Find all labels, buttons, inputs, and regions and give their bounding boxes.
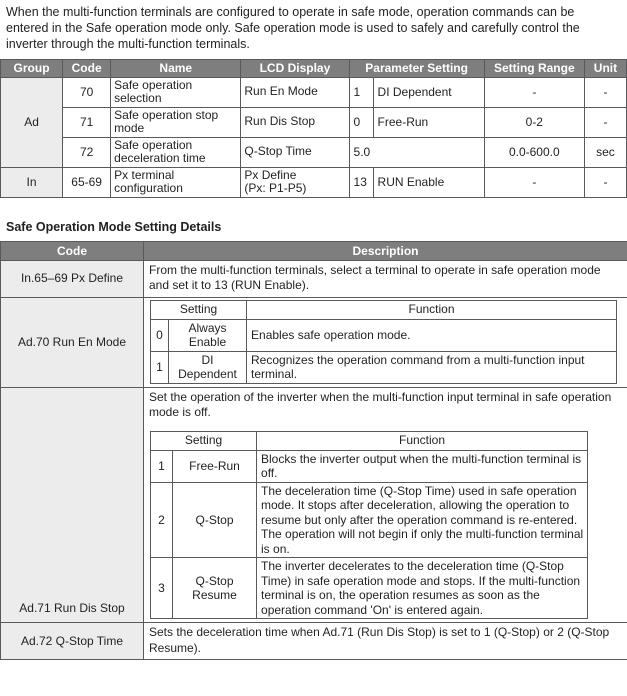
cell-name-71: Safe operation stop mode: [111, 107, 241, 137]
cell-name-6569: Px terminal configuration: [111, 167, 241, 197]
cell-lcd-6569: [241, 167, 349, 197]
cell-desc-q-stop-time: Sets the deceleration time when Ad.71 (Run Dis Stop) is set to 1 (Q-Stop) or 2 (Q-Stop Resume).: [144, 623, 627, 660]
label-line-1: Q-Stop: [195, 573, 234, 588]
cell-desc-run-dis-stop: [144, 387, 627, 623]
subheader-setting: Setting: [151, 300, 247, 319]
lcd-line-1: Px Define: [244, 167, 297, 182]
header-detail-description: Description: [144, 241, 627, 260]
cell-param-val-6569: RUN Enable: [373, 167, 484, 197]
header-detail-code: Code: [1, 241, 144, 260]
sub-function-di-dependent: Recognizes the operation command from a multi-function input terminal.: [247, 351, 617, 383]
sub-function-always-enable: Enables safe operation mode.: [247, 319, 617, 351]
run-en-mode-subtable: [150, 300, 617, 384]
cell-param-num-6569: 13: [349, 167, 373, 197]
cell-param-val-70: DI Dependent: [373, 77, 484, 107]
cell-name-70: Safe operation selection: [111, 77, 241, 107]
cell-code-72: 72: [63, 137, 111, 167]
cell-name-72: Safe operation deceleration time: [111, 137, 241, 167]
run-dis-stop-subtable: [150, 431, 588, 620]
cell-code-run-en-mode: Ad.70 Run En Mode: [1, 297, 144, 387]
cell-code-q-stop-time: Ad.72 Q-Stop Time: [1, 623, 144, 660]
sub-function-free-run: Blocks the inverter output when the multi-function terminal is off.: [257, 450, 588, 482]
sub-function-q-stop: The deceleration time (Q-Stop Time) used in safe operation mode. It stops after deceleration, allowing the operation to resume but only after the operation command is re-entered. The operation will not begin if only the multi-function terminal is on.: [257, 482, 588, 558]
cell-code-6569: 65-69: [63, 167, 111, 197]
table-row: [1, 297, 627, 387]
sub-label-always-enable: Always Enable: [169, 319, 247, 351]
cell-group-ad: Ad: [1, 77, 63, 167]
intro-paragraph: When the multi-function terminals are configured to operate in safe mode, operation commands can be entered in the Safe operation mode only. Safe operation mode is used to safely and carefully control the inverter through the multi-function terminals.: [6, 5, 580, 52]
subtable-row: [151, 319, 617, 351]
sub-num-1: 1: [151, 351, 169, 383]
details-table: [0, 241, 627, 661]
details-table-header-row: [1, 241, 627, 260]
cell-param-num-71: 0: [349, 107, 373, 137]
cell-range-72: 0.0-600.0: [484, 137, 584, 167]
cell-code-px-define: In.65–69 Px Define: [1, 260, 144, 297]
header-parameter-setting: Parameter Setting: [349, 59, 484, 77]
table-row: [1, 260, 627, 297]
subtable-header-row: [151, 300, 617, 319]
cell-param-num-70: 1: [349, 77, 373, 107]
cell-param-num-72: 5.0: [349, 137, 484, 167]
subtable-row: [151, 558, 588, 619]
cell-lcd-72: Q-Stop Time: [241, 137, 349, 167]
cell-group-in: In: [1, 167, 63, 197]
cell-desc-px-define: From the multi-function terminals, select a terminal to operate in safe operation mode and set it to 13 (RUN Enable).: [144, 260, 627, 297]
cell-code-run-dis-stop: Ad.71 Run Dis Stop: [1, 387, 144, 623]
cell-desc-run-en-mode: [144, 297, 627, 387]
table-row: [1, 107, 627, 137]
run-dis-stop-lead-text: Set the operation of the inverter when the multi-function input terminal in safe operation mode is off.: [149, 389, 612, 420]
header-code: Code: [63, 59, 111, 77]
cell-unit-6569: -: [584, 167, 626, 197]
table-row: [1, 387, 627, 623]
cell-unit-72: sec: [584, 137, 626, 167]
header-name: Name: [111, 59, 241, 77]
subtable-row: [151, 450, 588, 482]
sub-num-2: 2: [151, 482, 173, 558]
subtable-header-row: [151, 431, 588, 450]
parameter-table-header-row: [1, 59, 627, 77]
parameter-table: [0, 59, 627, 198]
lcd-line-2: (Px: P1-P5): [244, 181, 307, 196]
sub-num-1: 1: [151, 450, 173, 482]
cell-range-71: 0-2: [484, 107, 584, 137]
cell-param-val-71: Free-Run: [373, 107, 484, 137]
header-group: Group: [1, 59, 63, 77]
cell-code-70: 70: [63, 77, 111, 107]
cell-unit-70: -: [584, 77, 626, 107]
sub-label-q-stop: Q-Stop: [173, 482, 257, 558]
sub-label-q-stop-resume: [173, 558, 257, 619]
table-row: [1, 167, 627, 197]
table-row: [1, 623, 627, 660]
sub-label-free-run: Free-Run: [173, 450, 257, 482]
header-lcd-display: LCD Display: [241, 59, 349, 77]
cell-range-6569: -: [484, 167, 584, 197]
subtable-row: [151, 351, 617, 383]
subtable-row: [151, 482, 588, 558]
sub-num-0: 0: [151, 319, 169, 351]
section-title: Safe Operation Mode Setting Details: [6, 219, 222, 234]
table-row: [1, 137, 627, 167]
header-unit: Unit: [584, 59, 626, 77]
sub-num-3: 3: [151, 558, 173, 619]
subheader-setting: Setting: [151, 431, 257, 450]
cell-lcd-71: Run Dis Stop: [241, 107, 349, 137]
sub-function-q-stop-resume: The inverter decelerates to the deceleration time (Q-Stop Time) in safe operation mode and stops. If the multi-function terminal is on, the operation resumes as soon as the operation command 'On' is entered again.: [257, 558, 588, 619]
label-line-2: Resume: [192, 588, 237, 603]
sub-label-di-dependent: DI Dependent: [169, 351, 247, 383]
subheader-function: Function: [257, 431, 588, 450]
cell-unit-71: -: [584, 107, 626, 137]
cell-range-70: -: [484, 77, 584, 107]
cell-lcd-70: Run En Mode: [241, 77, 349, 107]
table-row: [1, 77, 627, 107]
cell-code-71: 71: [63, 107, 111, 137]
subheader-function: Function: [247, 300, 617, 319]
header-setting-range: Setting Range: [484, 59, 584, 77]
